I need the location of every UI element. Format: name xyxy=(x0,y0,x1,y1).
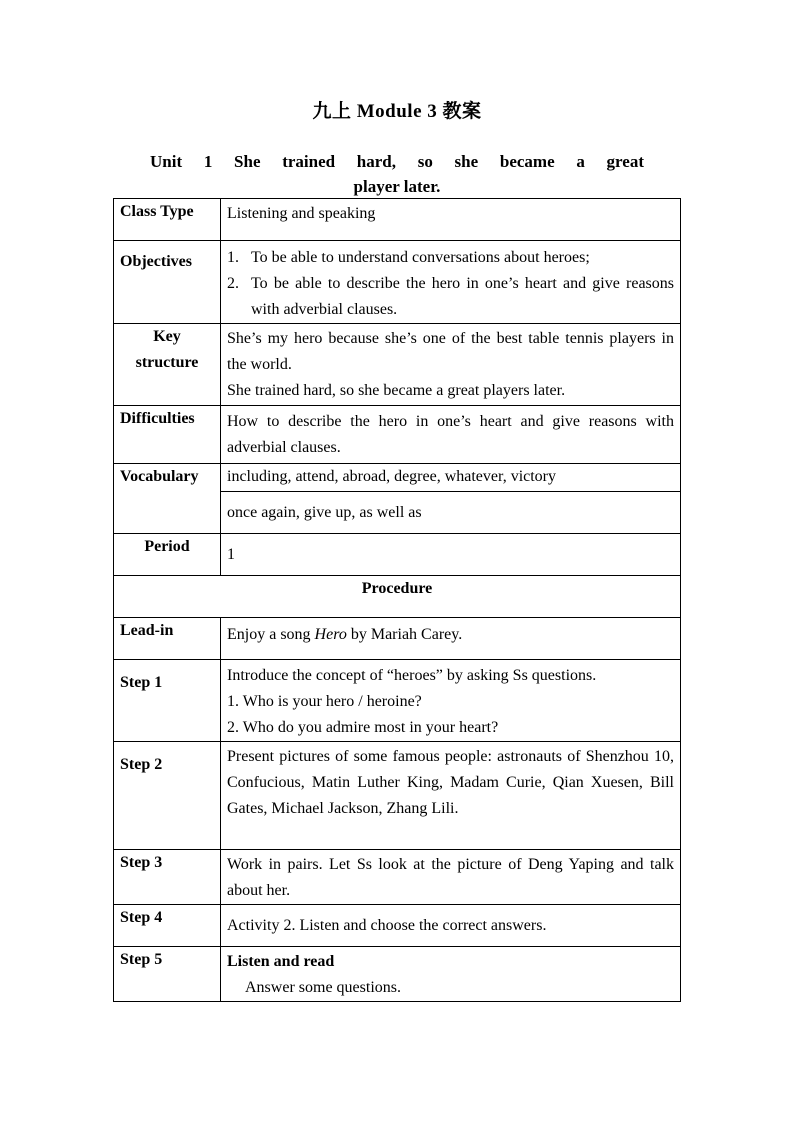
difficulties-label: Difficulties xyxy=(114,406,221,464)
lead-in-text-post: by Mariah Carey. xyxy=(346,626,463,643)
vocabulary-words: including, attend, abroad, degree, whatever, victory xyxy=(221,464,681,492)
row-period xyxy=(114,534,681,576)
vocabulary-label: Vocabulary xyxy=(114,464,221,534)
class-type-label: Class Type xyxy=(114,199,221,241)
step-5-text: Answer some questions. xyxy=(245,979,401,996)
objective-item xyxy=(227,245,674,271)
objectives-list xyxy=(227,245,674,323)
step-2-value: Present pictures of some famous people: astronauts of Shenzhou 10, Confucious, Matin Luther King, Madam Curie, Qian Xuesen, Bill Gates, Michael Jackson, Zhang Lili. xyxy=(221,742,681,850)
row-class-type xyxy=(114,199,681,241)
row-step-1 xyxy=(114,660,681,742)
lead-in-text-pre: Enjoy a song xyxy=(227,626,315,643)
lesson-plan-table xyxy=(113,198,681,1002)
period-value: 1 xyxy=(221,534,681,576)
objective-item xyxy=(227,271,674,323)
step-4-label: Step 4 xyxy=(114,905,221,947)
unit-title-line2: player later. xyxy=(353,177,441,196)
unit-title xyxy=(150,149,644,199)
step-5-label: Step 5 xyxy=(114,947,221,1002)
key-structure-line2: She trained hard, so she became a great players later. xyxy=(227,382,566,399)
step-1-line1: Introduce the concept of “heroes” by asking Ss questions. xyxy=(227,667,597,684)
procedure-heading: Procedure xyxy=(114,576,681,618)
row-step-4 xyxy=(114,905,681,947)
step-5-heading: Listen and read xyxy=(227,953,335,970)
row-step-2 xyxy=(114,742,681,850)
objective-number: 1. xyxy=(227,249,239,266)
step-1-line3: 2. Who do you admire most in your heart? xyxy=(227,719,499,736)
row-objectives xyxy=(114,241,681,324)
row-vocabulary-words xyxy=(114,464,681,492)
document-title: 九上 Module 3 教案 xyxy=(312,101,482,122)
row-difficulties xyxy=(114,406,681,464)
objective-number: 2. xyxy=(227,275,239,292)
period-label: Period xyxy=(114,534,221,576)
class-type-value: Listening and speaking xyxy=(221,199,681,241)
row-procedure-heading xyxy=(114,576,681,618)
row-step-5 xyxy=(114,947,681,1002)
key-structure-label: Key structure xyxy=(114,324,221,406)
unit-title-line1: Unit 1 She trained hard, so she became a great xyxy=(150,152,644,171)
lead-in-label: Lead-in xyxy=(114,618,221,660)
step-5-value xyxy=(221,947,681,1002)
objectives-value xyxy=(221,241,681,324)
objectives-label: Objectives xyxy=(114,241,221,324)
row-step-3 xyxy=(114,850,681,905)
key-structure-value xyxy=(221,324,681,406)
step-2-label: Step 2 xyxy=(114,742,221,850)
step-1-label: Step 1 xyxy=(114,660,221,742)
difficulties-value: How to describe the hero in one’s heart and give reasons with adverbial clauses. xyxy=(221,406,681,464)
step-3-label: Step 3 xyxy=(114,850,221,905)
step-3-value: Work in pairs. Let Ss look at the picture of Deng Yaping and talk about her. xyxy=(221,850,681,905)
step-4-value: Activity 2. Listen and choose the correct answers. xyxy=(221,905,681,947)
row-lead-in xyxy=(114,618,681,660)
objective-text: To be able to understand conversations about heroes; xyxy=(251,249,590,266)
lead-in-value xyxy=(221,618,681,660)
row-key-structure xyxy=(114,324,681,406)
vocabulary-phrases: once again, give up, as well as xyxy=(221,492,681,534)
lead-in-song-title: Hero xyxy=(314,626,347,643)
step-1-line2: 1. Who is your hero / heroine? xyxy=(227,693,422,710)
objective-text: To be able to describe the hero in one’s heart and give reasons with adverbial clauses. xyxy=(251,275,674,318)
key-structure-line1: She’s my hero because she’s one of the best table tennis players in the world. xyxy=(227,330,674,373)
step-1-value xyxy=(221,660,681,742)
